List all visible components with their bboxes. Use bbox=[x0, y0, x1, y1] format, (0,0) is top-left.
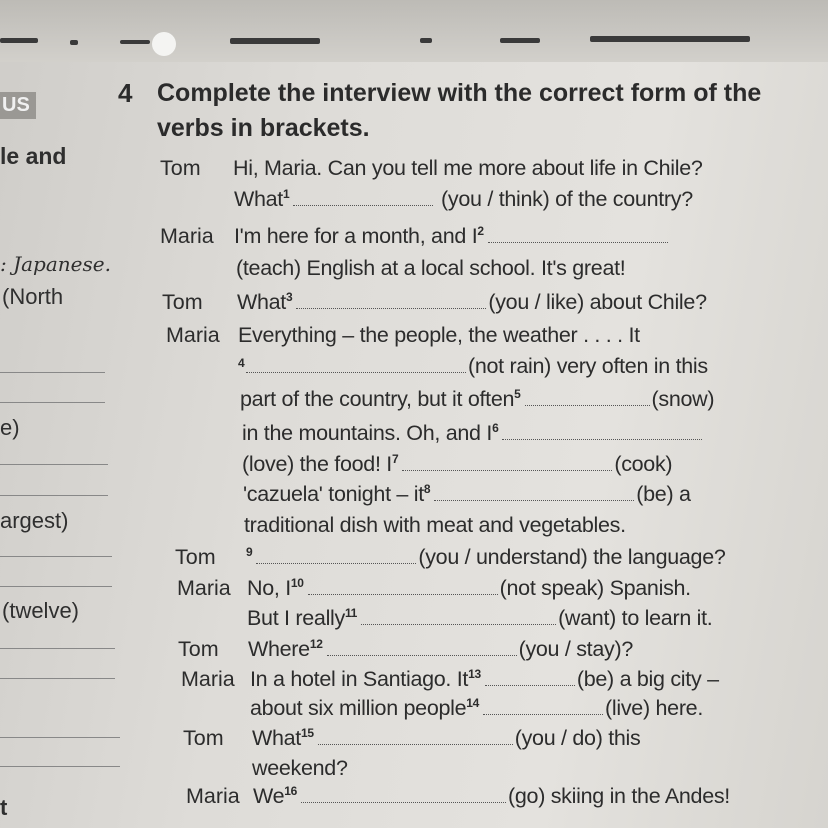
speaker-label: Tom bbox=[183, 726, 224, 750]
printed-mark bbox=[230, 38, 320, 44]
dialogue-line bbox=[242, 421, 704, 446]
answer-gap[interactable] bbox=[502, 438, 702, 440]
left-fragment: (North bbox=[2, 284, 64, 309]
speaker-label: Maria bbox=[160, 224, 214, 248]
gap-number: 2 bbox=[477, 224, 484, 238]
line-text: What bbox=[237, 290, 286, 315]
dialogue-line: weekend? bbox=[252, 756, 348, 780]
instruction-line: Complete the interview with the correct form of the bbox=[157, 79, 762, 107]
gap-number: 11 bbox=[344, 606, 358, 620]
answer-gap[interactable] bbox=[293, 204, 433, 206]
dialogue-line bbox=[237, 290, 707, 315]
dialogue-line: Everything – the people, the weather . . . . It bbox=[238, 323, 640, 347]
answer-gap[interactable] bbox=[525, 404, 650, 406]
printed-mark bbox=[420, 38, 432, 43]
dialogue-line: traditional dish with meat and vegetables. bbox=[244, 513, 626, 537]
answer-gap[interactable] bbox=[434, 499, 634, 501]
gap-number: 7 bbox=[391, 452, 399, 466]
printed-mark bbox=[70, 40, 78, 45]
line-text: (want) to learn it. bbox=[558, 606, 713, 631]
line-text: What bbox=[252, 726, 301, 751]
line-text: (you / understand) the language? bbox=[418, 545, 726, 570]
line-text: (not speak) Spanish. bbox=[499, 576, 691, 601]
line-text: (cook) bbox=[614, 452, 673, 477]
speaker-label: Tom bbox=[178, 637, 219, 661]
printed-mark bbox=[590, 36, 750, 42]
line-text: (snow) bbox=[651, 387, 715, 412]
answer-line bbox=[0, 556, 112, 557]
answer-line bbox=[0, 372, 105, 373]
gap-number: 4 bbox=[238, 356, 245, 370]
line-text: part of the country, but it often bbox=[240, 387, 515, 412]
line-text: I'm here for a month, and I bbox=[234, 224, 478, 249]
left-fragment: (twelve) bbox=[2, 598, 80, 623]
answer-gap[interactable] bbox=[361, 623, 556, 625]
answer-line bbox=[0, 737, 120, 738]
printed-mark bbox=[500, 38, 540, 43]
gap-number: 9 bbox=[246, 545, 253, 559]
dialogue-line bbox=[244, 354, 708, 379]
dialogue-line bbox=[253, 784, 730, 809]
answer-line bbox=[0, 766, 120, 767]
speaker-label: Tom bbox=[162, 290, 203, 314]
gap-number: 8 bbox=[423, 482, 431, 496]
handwritten-note: : Japanese. bbox=[0, 252, 111, 276]
speaker-label: Tom bbox=[175, 545, 216, 569]
line-text: No, I bbox=[247, 576, 291, 601]
speaker-label: Maria bbox=[181, 667, 235, 691]
line-text: (you / like) about Chile? bbox=[488, 290, 707, 315]
answer-gap[interactable] bbox=[485, 684, 575, 686]
dialogue-line bbox=[240, 387, 714, 412]
dialogue-line: Hi, Maria. Can you tell me more about life in Chile? bbox=[233, 156, 703, 180]
speaker-label: Maria bbox=[166, 323, 220, 347]
line-text: (not rain) very often in this bbox=[468, 354, 708, 378]
light-glare bbox=[152, 32, 176, 56]
line-text: about six million people bbox=[250, 696, 467, 721]
answer-gap[interactable] bbox=[256, 562, 416, 564]
dialogue-line bbox=[252, 726, 640, 751]
dialogue-line bbox=[234, 187, 693, 212]
answer-line bbox=[0, 586, 112, 587]
dialogue-line bbox=[250, 696, 703, 721]
left-fragment: le and bbox=[0, 143, 67, 169]
dialogue-line bbox=[242, 452, 672, 477]
line-text: (you / stay)? bbox=[518, 637, 633, 662]
gap-number: 16 bbox=[284, 784, 298, 798]
line-text: (be) a bbox=[636, 482, 691, 507]
answer-line bbox=[0, 495, 108, 496]
dialogue-line: (teach) English at a local school. It's great! bbox=[236, 256, 626, 280]
dialogue-line bbox=[250, 667, 719, 692]
top-strip bbox=[0, 0, 828, 62]
speaker-label: Maria bbox=[177, 576, 231, 600]
instruction-line: verbs in brackets. bbox=[157, 114, 370, 142]
line-text: (be) a big city – bbox=[576, 667, 719, 692]
answer-gap[interactable] bbox=[402, 469, 612, 471]
speaker-label: Maria bbox=[186, 784, 240, 808]
answer-line bbox=[0, 464, 108, 465]
exercise-number: 4 bbox=[118, 78, 133, 108]
line-text: Where bbox=[248, 637, 310, 662]
answer-gap[interactable] bbox=[318, 743, 513, 745]
dialogue-line bbox=[234, 224, 670, 249]
line-text: But I really bbox=[247, 606, 345, 631]
line-text: (go) skiing in the Andes! bbox=[508, 784, 730, 809]
left-fragment: t bbox=[0, 795, 8, 820]
section-tab: US bbox=[0, 92, 36, 119]
line-text: (you / think) of the country? bbox=[441, 187, 693, 212]
dialogue-line bbox=[243, 482, 691, 507]
speaker-label: Tom bbox=[160, 156, 201, 180]
answer-gap[interactable] bbox=[246, 371, 466, 373]
left-fragment: e) bbox=[0, 415, 20, 440]
gap-number: 15 bbox=[300, 726, 314, 740]
answer-line bbox=[0, 402, 105, 403]
dialogue-line bbox=[247, 606, 712, 631]
line-text: We bbox=[253, 784, 285, 809]
gap-number: 14 bbox=[466, 696, 480, 710]
line-text: 'cazuela' tonight – it bbox=[243, 482, 424, 507]
gap-number: 1 bbox=[282, 187, 290, 201]
answer-gap[interactable] bbox=[327, 654, 517, 656]
line-text: (love) the food! I bbox=[242, 452, 392, 477]
gap-number: 3 bbox=[285, 290, 293, 304]
line-text: What bbox=[234, 187, 283, 212]
answer-line bbox=[0, 648, 115, 649]
printed-mark bbox=[0, 38, 38, 43]
answer-gap[interactable] bbox=[301, 801, 506, 803]
exercise-instruction bbox=[157, 76, 777, 146]
line-text: in the mountains. Oh, and I bbox=[242, 421, 493, 446]
line-text: (live) here. bbox=[605, 696, 704, 721]
gap-number: 5 bbox=[514, 387, 521, 401]
dialogue-line bbox=[248, 637, 633, 662]
answer-gap[interactable] bbox=[488, 241, 668, 243]
dialogue-line bbox=[247, 576, 691, 601]
answer-line bbox=[0, 678, 115, 679]
answer-gap[interactable] bbox=[308, 593, 498, 595]
dialogue-line bbox=[246, 545, 726, 570]
printed-mark bbox=[120, 40, 150, 44]
left-fragment: argest) bbox=[0, 508, 69, 533]
gap-number: 6 bbox=[492, 421, 499, 435]
line-text: (you / do) this bbox=[514, 726, 641, 751]
answer-gap[interactable] bbox=[296, 307, 486, 309]
gap-number: 10 bbox=[290, 576, 304, 590]
gap-number: 12 bbox=[309, 637, 323, 651]
gap-number: 13 bbox=[468, 667, 481, 681]
line-text: In a hotel in Santiago. It bbox=[250, 667, 469, 692]
answer-gap[interactable] bbox=[483, 713, 603, 715]
